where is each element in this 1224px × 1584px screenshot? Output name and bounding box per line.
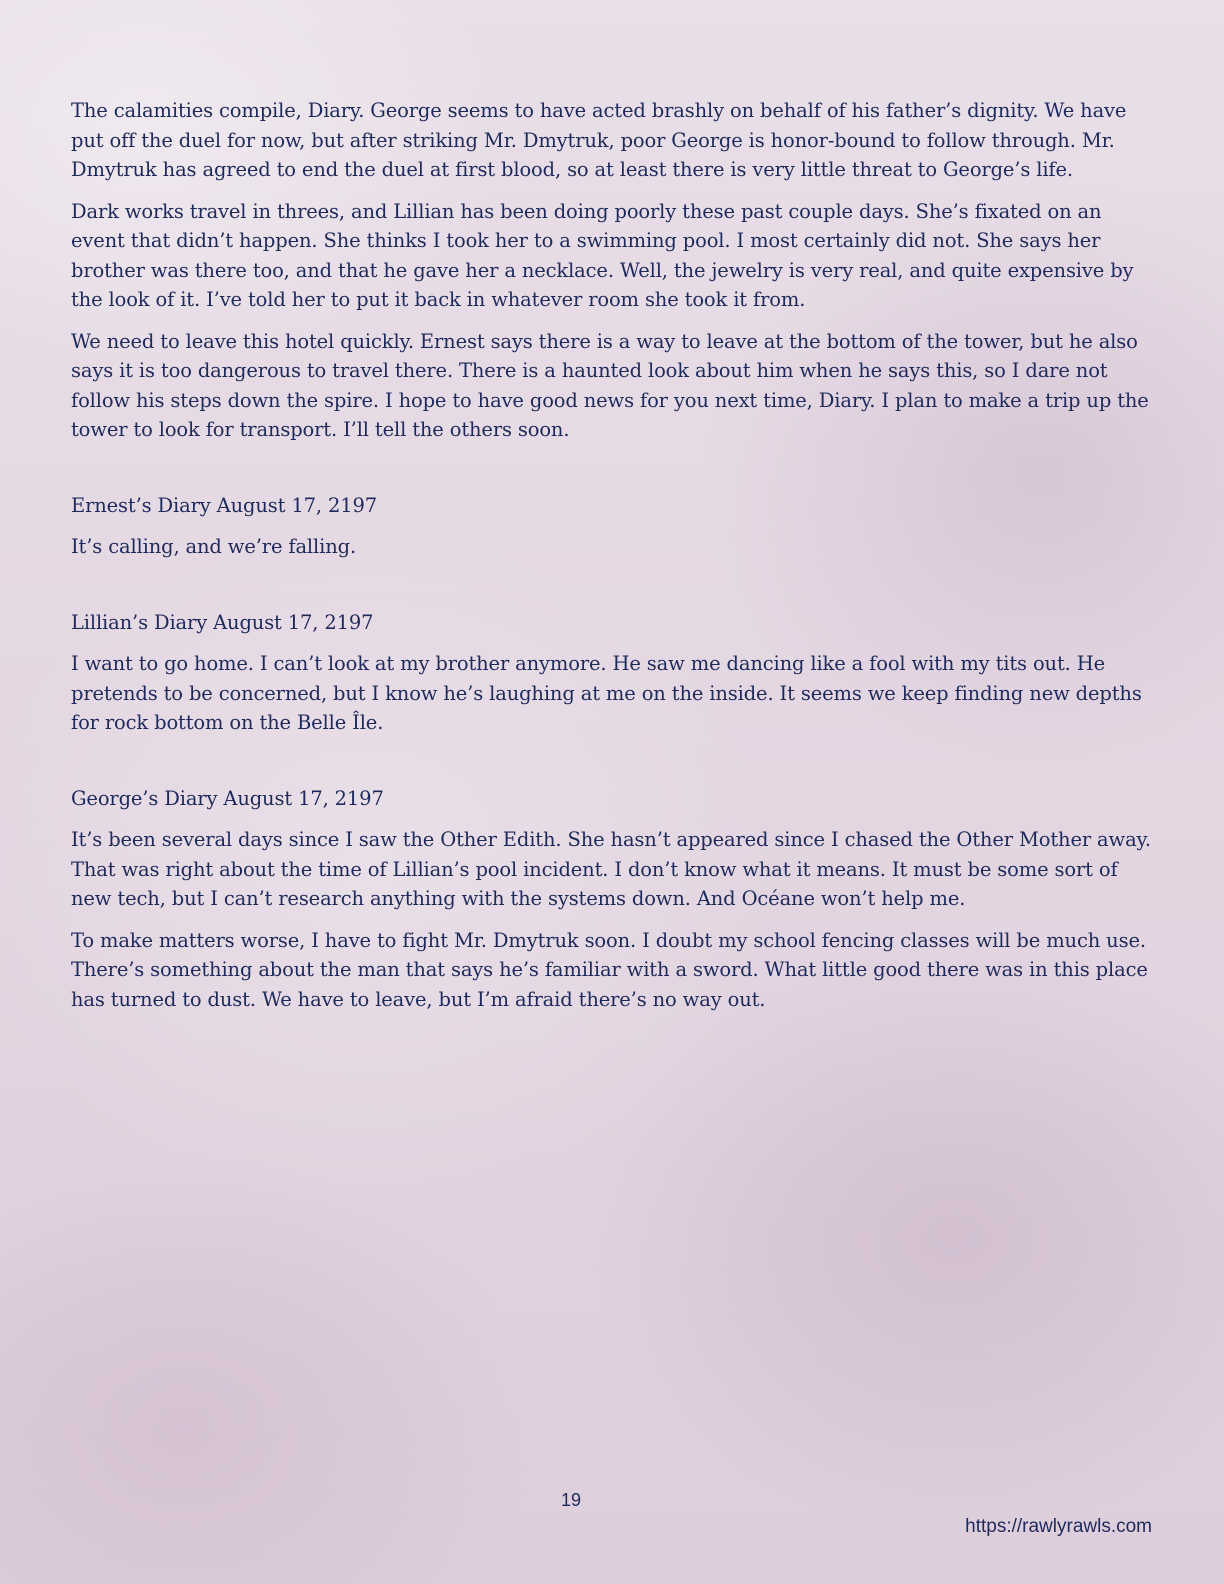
paragraph: It’s calling, and we’re falling. [71,535,356,558]
footer-url[interactable]: https://rawlyrawls.com [965,1516,1152,1537]
diary-entry-heading: Lillian’s Diary August 17, 2197 [71,610,374,634]
diary-entry-heading: Ernest’s Diary August 17, 2197 [71,493,377,517]
paragraph: To make matters worse, I have to fight Mr. Dmytruk soon. I doubt my school fencing classes will be much use. There’s something about the man that says he’s familiar with a sword. What little good there was in this place has turned to dust. We have to leave, but I’m afraid there’s no way out. [71,928,1148,1011]
paragraph: Dark works travel in threes, and Lillian has been doing poorly these past couple days. She’s fixated on an event that didn’t happen. She thinks I took her to a swimming pool. I most certainly did not. She says her brother was there too, and that he gave her a necklace. Well, the jewelry is very real, and quite expensive by the look of it. I’ve told her to put it back in whatever room she took it from. [71,199,1134,311]
diary-entry-heading: George’s Diary August 17, 2197 [71,786,384,810]
page-number: 19 [560,1490,582,1510]
paragraph: We need to leave this hotel quickly. Ernest says there is a way to leave at the bottom of the tower, but he also says it is too dangerous to travel there. There is a haunted look about him when he says this, so I dare not follow his steps down the spire. I hope to have good news for you next time, Diary. I plan to make a trip up the tower to look for transport. I’ll tell the others soon. [71,329,1149,441]
paragraph: The calamities compile, Diary. George seems to have acted brashly on behalf of his father’s dignity. We have put off the duel for now, but after striking Mr. Dmytruk, poor George is honor-bound to follow through. Mr. Dmytruk has agreed to end the duel at first blood, so at least there is very little threat to George’s life. [71,99,1127,181]
paragraph: I want to go home. I can’t look at my brother anymore. He saw me dancing like a fool with my tits out. He pretends to be concerned, but I know he’s laughing at me on the inside. It seems we keep finding new depths for rock bottom on the Belle Île. [71,652,1142,734]
diary-entry-lillian [71,608,1151,738]
diary-page-content [71,96,1151,1026]
diary-entry-ernest [71,491,1151,562]
diary-intro [71,96,1151,445]
paragraph: It’s been several days since I saw the Other Edith. She hasn’t appeared since I chased the Other Mother away. That was right about the time of Lillian’s pool incident. I don’t know what it means. It must be some sort of new tech, but I can’t research anything with the systems down. And Océane won’t help me. [71,828,1151,910]
diary-entry-george [71,784,1151,1015]
